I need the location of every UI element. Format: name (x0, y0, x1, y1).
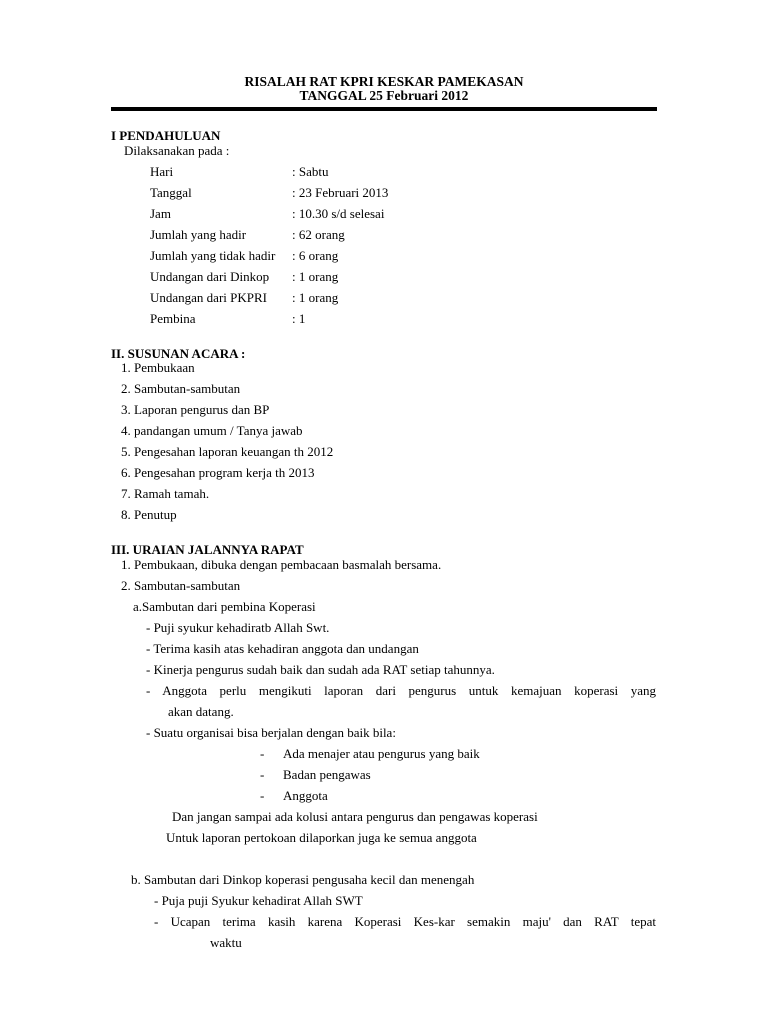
header-rule (111, 107, 657, 111)
document-title: RISALAH RAT KPRI KESKAR PAMEKASAN (244, 74, 524, 89)
info-label: Jumlah yang tidak hadir (150, 248, 276, 263)
info-value: : 6 orang (292, 248, 339, 263)
speech-bullet: - Terima kasih atas kehadiran anggota dan undangan (146, 641, 419, 656)
info-label: Hari (150, 164, 174, 179)
info-value: : 10.30 s/d selesai (292, 206, 385, 221)
section-1-intro: Dilaksanakan pada : (124, 143, 230, 158)
info-value: : 1 orang (292, 290, 339, 305)
condition-dash: - (260, 746, 265, 761)
condition-item: Anggota (283, 788, 328, 803)
section-1-heading: I PENDAHULUAN (111, 128, 221, 143)
agenda-item: 3. Laporan pengurus dan BP (121, 402, 270, 417)
agenda-item: 8. Penutup (121, 507, 177, 522)
speech-b-title: b. Sambutan dari Dinkop koperasi pengusaha kecil dan menengah (131, 872, 475, 887)
condition-dash: - (260, 788, 265, 803)
speech-bullet: - Puja puji Syukur kehadirat Allah SWT (154, 893, 363, 908)
condition-item: Badan pengawas (283, 767, 371, 782)
agenda-item: 2. Sambutan-sambutan (121, 381, 241, 396)
info-value: : Sabtu (292, 164, 329, 179)
info-value: : 1 orang (292, 269, 339, 284)
speech-bullet: - Ucapan terima kasih karena Koperasi Kes-kar semakin maju' dan RAT tepat (154, 914, 656, 929)
info-label: Undangan dari Dinkop (150, 269, 270, 284)
speech-bullet-continuation: waktu (210, 935, 242, 950)
info-label: Tanggal (150, 185, 192, 200)
info-label: Jam (150, 206, 171, 221)
agenda-item: 5. Pengesahan laporan keuangan th 2012 (121, 444, 334, 459)
info-value: : 23 Februari 2013 (292, 185, 389, 200)
speech-a-title: a.Sambutan dari pembina Koperasi (133, 599, 316, 614)
document-subtitle: TANGGAL 25 Februari 2012 (299, 88, 469, 103)
agenda-item: 7. Ramah tamah. (121, 486, 210, 501)
info-label: Pembina (150, 311, 196, 326)
speech-bullet: - Suatu organisai bisa berjalan dengan baik bila: (146, 725, 396, 740)
speech-bullet-continuation: akan datang. (168, 704, 234, 719)
speech-bullet: - Puji syukur kehadiratb Allah Swt. (146, 620, 330, 635)
speech-note: Untuk laporan pertokoan dilaporkan juga ke semua anggota (166, 830, 477, 845)
proceeding-item: 2. Sambutan-sambutan (121, 578, 241, 593)
speech-bullet: - Anggota perlu mengikuti laporan dari pengurus untuk kemajuan koperasi yang (146, 683, 656, 698)
proceeding-item: 1. Pembukaan, dibuka dengan pembacaan basmalah bersama. (121, 557, 442, 572)
section-3-heading: III. URAIAN JALANNYA RAPAT (111, 542, 304, 557)
agenda-item: 6. Pengesahan program kerja th 2013 (121, 465, 315, 480)
info-value: : 1 (292, 311, 306, 326)
condition-item: Ada menajer atau pengurus yang baik (283, 746, 480, 761)
condition-dash: - (260, 767, 265, 782)
agenda-item: 1. Pembukaan (121, 360, 195, 375)
info-value: : 62 orang (292, 227, 345, 242)
agenda-item: 4. pandangan umum / Tanya jawab (121, 423, 303, 438)
info-label: Jumlah yang hadir (150, 227, 247, 242)
section-2-heading: II. SUSUNAN ACARA : (111, 346, 246, 361)
speech-bullet: - Kinerja pengurus sudah baik dan sudah ada RAT setiap tahunnya. (146, 662, 495, 677)
speech-note: Dan jangan sampai ada kolusi antara pengurus dan pengawas koperasi (172, 809, 538, 824)
info-label: Undangan dari PKPRI (150, 290, 267, 305)
